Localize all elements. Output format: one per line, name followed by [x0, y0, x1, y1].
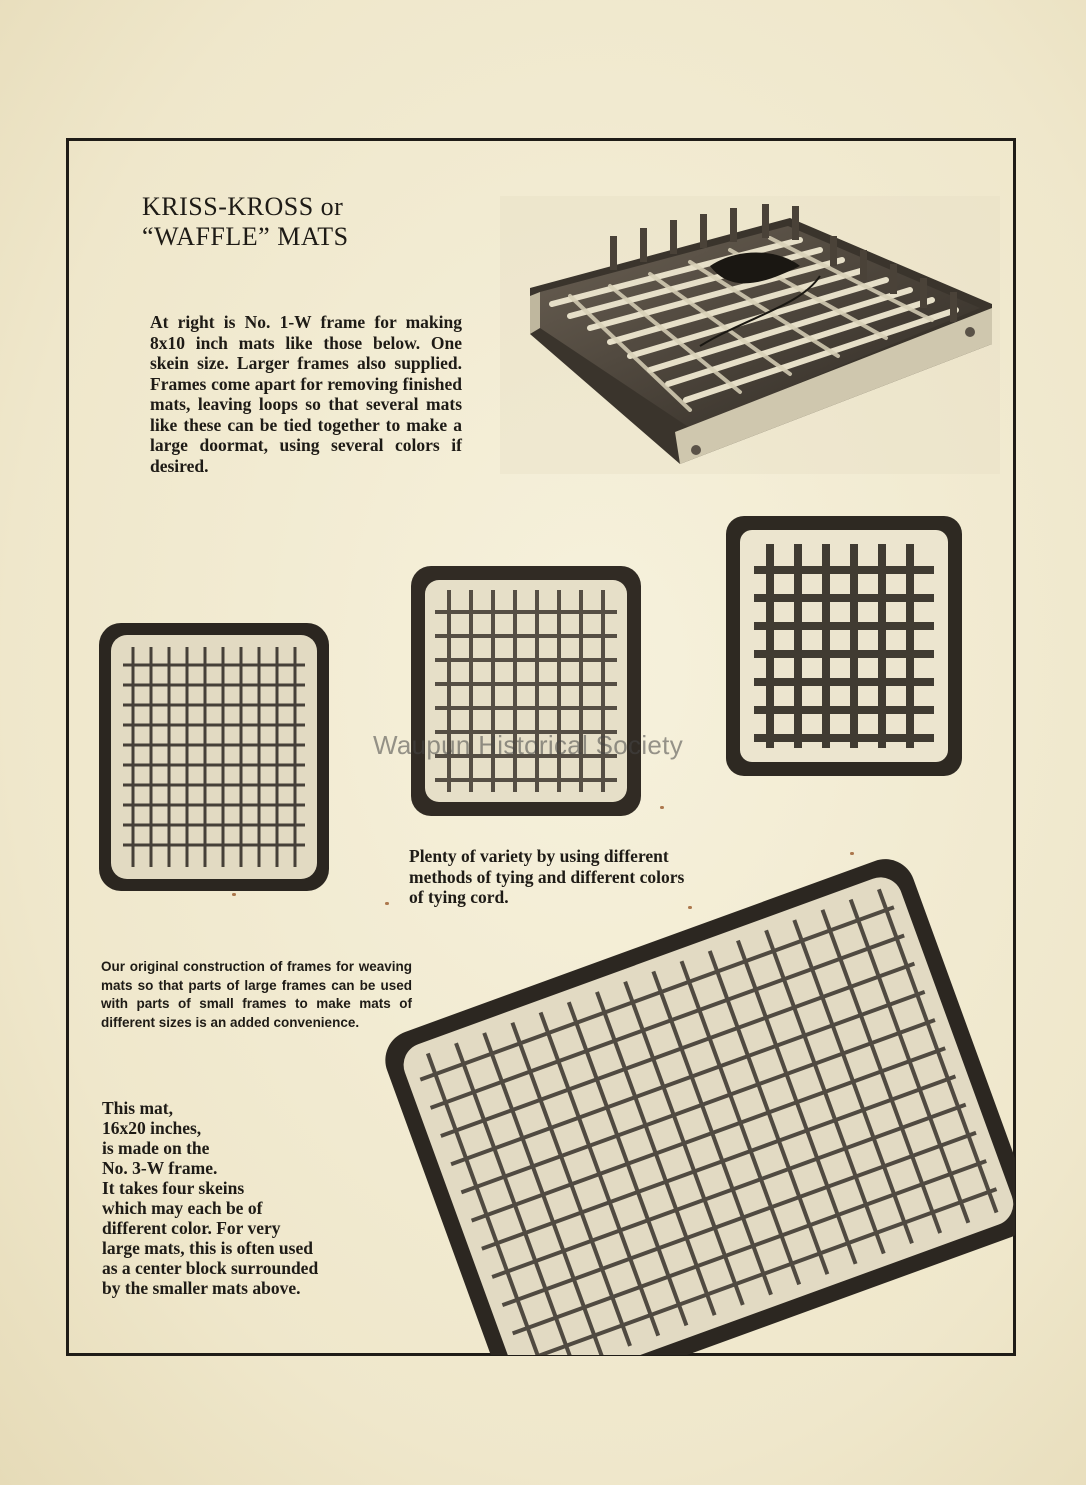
rust-stain: [850, 852, 854, 855]
rust-stain: [660, 806, 664, 809]
large-mat-caption: [102, 1098, 412, 1298]
construction-note: Our original construction of frames for weaving mats so that parts of large frames can be used with parts of small frames to make mats of different sizes is an added convenience.: [101, 959, 412, 1030]
small-mat-photo-1: [93, 617, 335, 897]
rust-stain: [232, 893, 236, 896]
caption-line: No. 3-W frame.: [102, 1158, 218, 1178]
page-title: [142, 192, 349, 252]
watermark: Waupun Historical Society: [373, 730, 683, 760]
caption-line: is made on the: [102, 1138, 210, 1158]
caption-line: by the smaller mats above.: [102, 1278, 301, 1298]
caption-line: 16x20 inches,: [102, 1118, 202, 1138]
caption-line: as a center block surrounded: [102, 1258, 319, 1278]
variety-caption: Plenty of variety by using different methods of tying and different colors of tying cord.: [409, 846, 685, 907]
rust-stain: [688, 906, 692, 909]
title-line-1: KRISS-KROSS or: [142, 192, 344, 221]
rust-stain: [385, 902, 389, 905]
large-mat-photo: [385, 855, 1015, 1355]
caption-line: This mat,: [102, 1098, 173, 1118]
caption-line: It takes four skeins: [102, 1178, 245, 1198]
small-mat-photo-2: [405, 560, 647, 822]
title-line-2: “WAFFLE” MATS: [142, 222, 349, 251]
weaving-frame-photo: [500, 196, 1000, 474]
intro-paragraph: At right is No. 1-W frame for making 8x10 inch mats like those below. One skein size. Larger frames also supplied. Frames come apart for removing finished mats, leaving loops so that several mats like these can be tied together to make a large doormat, using several colors if desired.: [150, 312, 462, 476]
small-mat-photo-3: [720, 510, 968, 782]
caption-line: different color. For very: [102, 1218, 281, 1238]
caption-line: large mats, this is often used: [102, 1238, 313, 1258]
caption-line: which may each be of: [102, 1198, 263, 1218]
